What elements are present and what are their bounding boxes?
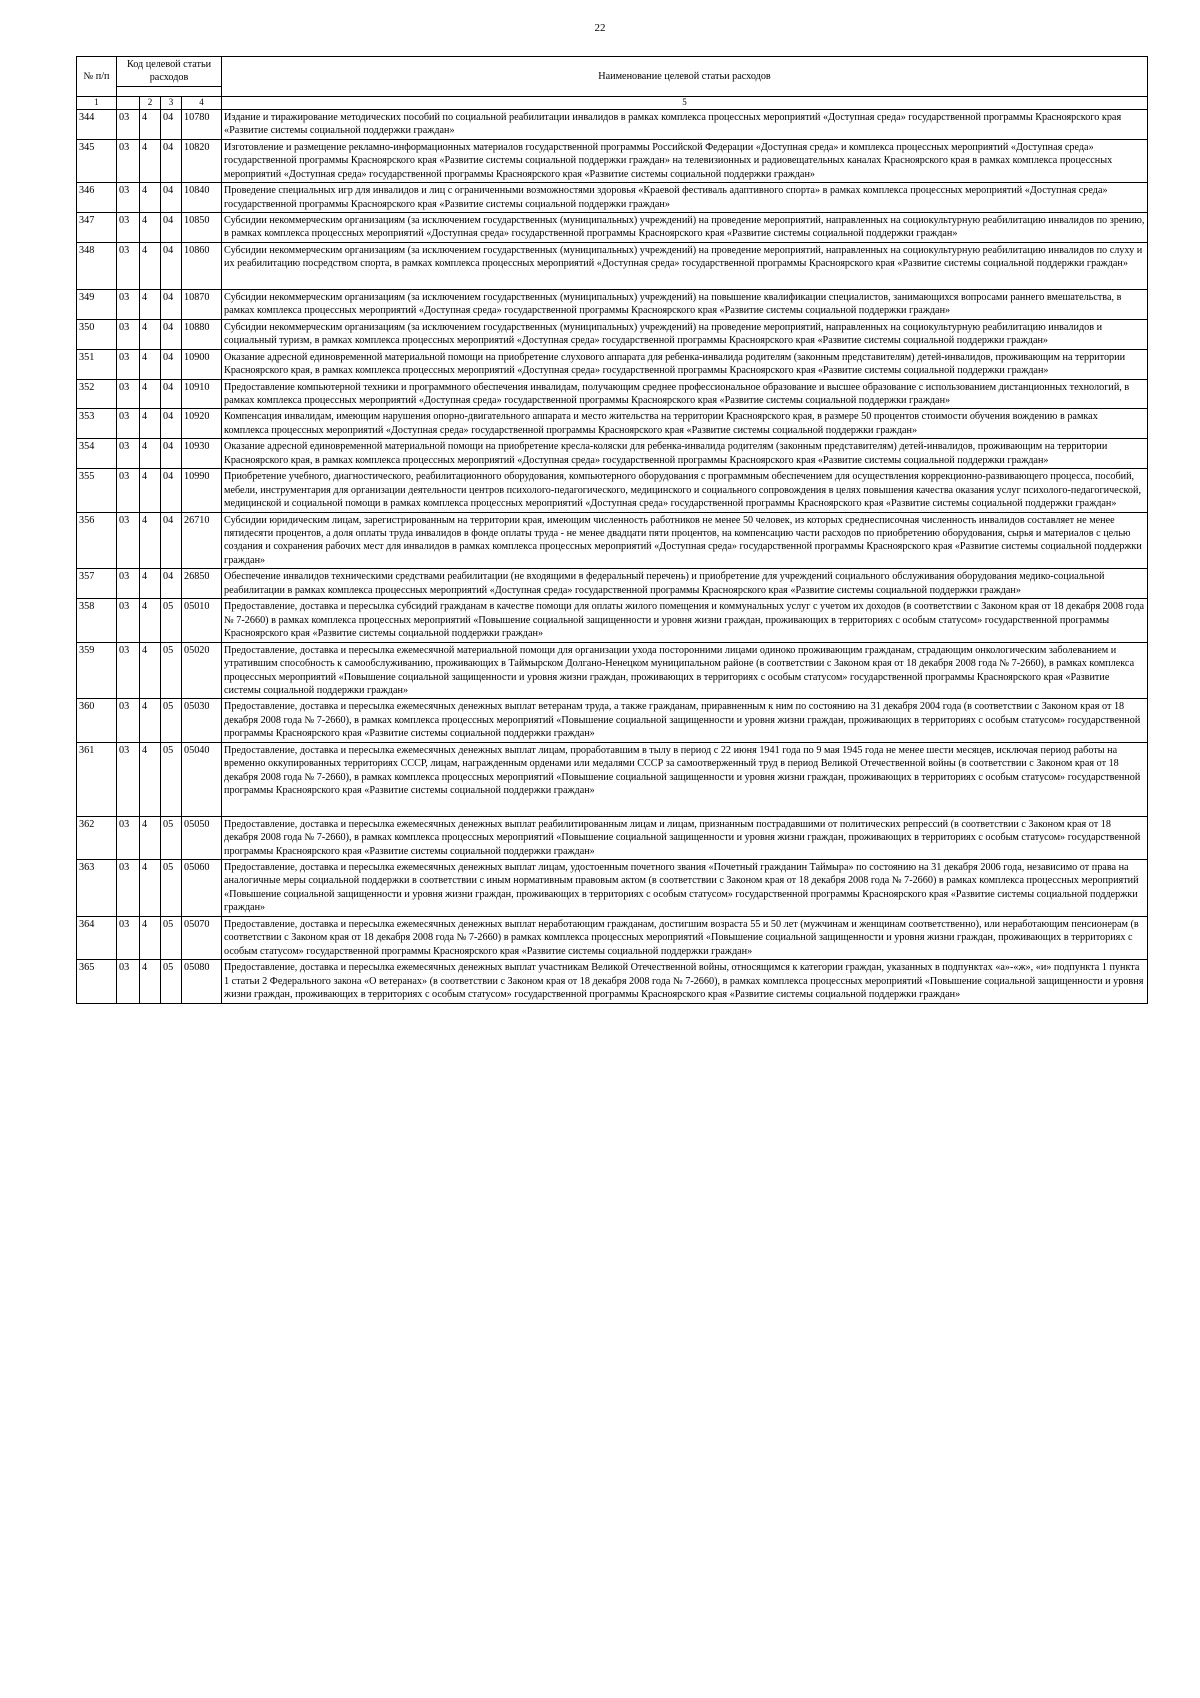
table-row <box>77 642 1148 699</box>
code-part-1: 03 <box>117 860 140 917</box>
code-part-1: 03 <box>117 289 140 319</box>
code-part-2: 4 <box>140 409 161 439</box>
page-number: 22 <box>594 22 606 34</box>
code-part-2: 4 <box>140 242 161 289</box>
row-number: 361 <box>77 742 117 816</box>
code-part-1: 03 <box>117 742 140 816</box>
code-part-1: 03 <box>117 139 140 182</box>
table-row <box>77 860 1148 917</box>
budget-items-table <box>76 56 1148 1004</box>
code-part-3: 05 <box>161 642 182 699</box>
table-row <box>77 109 1148 139</box>
row-description: Субсидии некоммерческим организациям (за исключением государственных (муниципальных) учреждений) на проведение мероприятий, направленных на социокультурную реабилитацию инвалидов и социальный туризм, в рамках комплекса процессных мероприятий «Доступная среда» государственной программы Красноярского края «Развитие системы социальной поддержки граждан» <box>222 319 1148 349</box>
row-number: 354 <box>77 439 117 469</box>
code-part-3: 04 <box>161 212 182 242</box>
row-number: 359 <box>77 642 117 699</box>
row-description: Компенсация инвалидам, имеющим нарушения опорно-двигательного аппарата и место жительства на территории Красноярского края, в размере 50 процентов стоимости обучения вождению в рамках комплекса процессных мероприятий «Доступная среда» государственной программы Красноярского края «Развитие системы социальной поддержки граждан» <box>222 409 1148 439</box>
table-row <box>77 139 1148 182</box>
code-part-2: 4 <box>140 699 161 742</box>
code-part-4: 10900 <box>182 349 222 379</box>
row-description: Предоставление, доставка и пересылка ежемесячной материальной помощи для организации ухода посторонними лицами одиноко проживающим гражданам, страдающим онкологическим заболеванием и утратившим способность к самообслуживанию, проживающих в Таймырском Долгано-Ненецком муниципальном районе (в соответствии с Законом края от 18 декабря 2008 года № 7-2660), в рамках комплекса процессных мероприятий «Повышение социальной защищенности и уровня жизни граждан, проживающих в территориях с особым статусом» государственной программы Красноярского края «Развитие системы социальной поддержки граждан» <box>222 642 1148 699</box>
code-part-3: 04 <box>161 289 182 319</box>
code-part-4: 10990 <box>182 469 222 512</box>
code-part-3: 05 <box>161 699 182 742</box>
table-row <box>77 409 1148 439</box>
row-description: Предоставление, доставка и пересылка ежемесячных денежных выплат лицам, проработавшим в тылу в период с 22 июня 1941 года по 9 мая 1945 года не менее шести месяцев, исключая период работы на временно оккупированных территориях СССР, лицам, награжденным орденами или медалями СССР за самоотверженный труд в период Великой Отечественной войны (в соответствии с Законом края от 18 декабря 2008 года № 7-2660), в рамках комплекса процессных мероприятий «Повышение социальной защищенности и уровня жизни граждан, проживающих в территориях с особым статусом» государственной программы Красноярского края «Развитие системы социальной поддержки граждан» <box>222 742 1148 816</box>
code-part-4: 10820 <box>182 139 222 182</box>
code-part-3: 04 <box>161 109 182 139</box>
row-description: Предоставление, доставка и пересылка ежемесячных денежных выплат неработающим гражданам, достигшим возраста 55 и 50 лет (мужчинам и женщинам соответственно), или неработающим пенсионерам (в соответствии с Законом края от 18 декабря 2008 года № 7-2660) в рамках комплекса процессных мероприятий «Повышение социальной защищенности и уровня жизни граждан, проживающих в территориях с особым статусом» государственной программы Красноярского края «Развитие системы социальной поддержки граждан» <box>222 916 1148 959</box>
table-row <box>77 960 1148 1003</box>
code-part-3: 04 <box>161 139 182 182</box>
code-part-2: 4 <box>140 183 161 213</box>
index-cell: 2 <box>140 96 161 109</box>
code-part-3: 05 <box>161 816 182 859</box>
code-part-3: 04 <box>161 439 182 469</box>
code-part-4: 10880 <box>182 319 222 349</box>
row-description: Обеспечение инвалидов техническими средствами реабилитации (не входящими в федеральный перечень) и приобретение для учреждений социального обслуживания оборудования медико-социальной реабилитации в рамках комплекса процессных мероприятий «Доступная среда» государственной программы Красноярского края «Развитие системы социальной поддержки граждан» <box>222 569 1148 599</box>
code-part-1: 03 <box>117 916 140 959</box>
code-part-3: 04 <box>161 469 182 512</box>
code-part-1: 03 <box>117 512 140 569</box>
row-number: 365 <box>77 960 117 1003</box>
code-part-1: 03 <box>117 349 140 379</box>
row-number: 353 <box>77 409 117 439</box>
row-description: Субсидии некоммерческим организациям (за исключением государственных (муниципальных) учреждений) на проведение мероприятий, направленных на социокультурную реабилитацию инвалидов по слуху и их реабилитацию посредством спорта, в рамках комплекса процессных мероприятий «Доступная среда» государственной программы Красноярского края «Развитие системы социальной поддержки граждан» <box>222 242 1148 289</box>
row-description: Предоставление компьютерной техники и программного обеспечения инвалидам, получающим среднее профессиональное образование и высшее образование с использованием дистанционных технологий, в рамках комплекса процессных мероприятий «Доступная среда» государственной программы Красноярского края «Развитие системы социальной поддержки граждан» <box>222 379 1148 409</box>
code-part-2: 4 <box>140 742 161 816</box>
code-part-3: 04 <box>161 569 182 599</box>
table-row <box>77 916 1148 959</box>
row-description: Оказание адресной единовременной материальной помощи на приобретение слухового аппарата для ребенка-инвалида родителям (законным представителям) детей-инвалидов, проживающим на территории Красноярского края, в рамках комплекса процессных мероприятий «Доступная среда» государственной программы Красноярского края «Развитие системы социальной поддержки граждан» <box>222 349 1148 379</box>
index-cell <box>117 96 140 109</box>
index-cell: 3 <box>161 96 182 109</box>
code-part-2: 4 <box>140 469 161 512</box>
code-part-1: 03 <box>117 469 140 512</box>
table-index-row <box>77 96 1148 109</box>
table-row <box>77 212 1148 242</box>
row-number: 345 <box>77 139 117 182</box>
code-part-1: 03 <box>117 183 140 213</box>
row-number: 346 <box>77 183 117 213</box>
code-part-2: 4 <box>140 512 161 569</box>
row-description: Приобретение учебного, диагностического, реабилитационного оборудования, компьютерного оборудования с программным обеспечением для осуществления коррекционно-развивающего процесса, пособий, мебели, инструментария для организации деятельности центров психолого-педагогического, медицинского и социального сопровождения в целях повышения качества оказания услуг психолого-педагогической, медицинской и социальной помощи в рамках комплекса процессных мероприятий «Доступная среда» государственной программы Красноярского края «Развитие системы социальной поддержки граждан» <box>222 469 1148 512</box>
row-number: 352 <box>77 379 117 409</box>
code-part-1: 03 <box>117 319 140 349</box>
code-part-3: 04 <box>161 349 182 379</box>
code-part-1: 03 <box>117 699 140 742</box>
code-part-4: 10930 <box>182 439 222 469</box>
row-number: 355 <box>77 469 117 512</box>
row-number: 362 <box>77 816 117 859</box>
code-part-4: 05010 <box>182 599 222 642</box>
code-part-3: 05 <box>161 742 182 816</box>
code-part-2: 4 <box>140 916 161 959</box>
code-part-1: 03 <box>117 816 140 859</box>
table-row <box>77 242 1148 289</box>
row-number: 349 <box>77 289 117 319</box>
row-number: 347 <box>77 212 117 242</box>
code-part-3: 05 <box>161 599 182 642</box>
code-part-2: 4 <box>140 599 161 642</box>
header-code: Код целевой статьи расходов <box>117 57 222 87</box>
row-description: Проведение специальных игр для инвалидов и лиц с ограниченными возможностями здоровья «Краевой фестиваль адаптивного спорта» в рамках комплекса процессных мероприятий «Доступная среда» государственной программы Красноярского края «Развитие системы социальной поддержки граждан» <box>222 183 1148 213</box>
code-part-4: 10860 <box>182 242 222 289</box>
index-cell: 5 <box>222 96 1148 109</box>
index-cell: 1 <box>77 96 117 109</box>
code-part-1: 03 <box>117 569 140 599</box>
row-description: Изготовление и размещение рекламно-информационных материалов государственной программы Российской Федерации «Доступная среда» и комплекса процессных мероприятий «Доступная среда» государственной программы Красноярского края «Развитие системы социальной поддержки граждан» на телевизионных и радиовещательных каналах Красноярского края в рамках комплекса процессных мероприятий «Доступная среда» государственной программы Красноярского края «Развитие системы социальной поддержки граждан» <box>222 139 1148 182</box>
code-part-1: 03 <box>117 599 140 642</box>
code-part-2: 4 <box>140 319 161 349</box>
code-part-4: 05060 <box>182 860 222 917</box>
row-number: 348 <box>77 242 117 289</box>
code-part-2: 4 <box>140 109 161 139</box>
table-row <box>77 349 1148 379</box>
header-num: № п/п <box>77 57 117 97</box>
row-number: 356 <box>77 512 117 569</box>
table-row <box>77 289 1148 319</box>
row-description: Субсидии некоммерческим организациям (за исключением государственных (муниципальных) учреждений) на проведение мероприятий, направленных на социокультурную реабилитацию инвалидов по зрению, в рамках комплекса процессных мероприятий «Доступная среда» государственной программы Красноярского края «Развитие системы социальной поддержки граждан» <box>222 212 1148 242</box>
code-part-1: 03 <box>117 212 140 242</box>
table-row <box>77 512 1148 569</box>
code-part-2: 4 <box>140 860 161 917</box>
code-part-2: 4 <box>140 212 161 242</box>
row-description: Оказание адресной единовременной материальной помощи на приобретение кресла-коляски для ребенка-инвалида родителям (законным представителям) детей-инвалидов, проживающим на территории Красноярского края, в рамках комплекса процессных мероприятий «Доступная среда» государственной программы Красноярского края «Развитие системы социальной поддержки граждан» <box>222 439 1148 469</box>
code-part-4: 10850 <box>182 212 222 242</box>
code-part-3: 04 <box>161 379 182 409</box>
row-description: Предоставление, доставка и пересылка ежемесячных денежных выплат реабилитированным лицам и лицам, признанным пострадавшими от политических репрессий (в соответствии с Законом края от 18 декабря 2008 года № 7-2660), в рамках комплекса процессных мероприятий «Повышение социальной защищенности и уровня жизни граждан, проживающих в территориях с особым статусом» государственной программы Красноярского края «Развитие системы социальной поддержки граждан» <box>222 816 1148 859</box>
row-description: Предоставление, доставка и пересылка ежемесячных денежных выплат ветеранам труда, а также гражданам, приравненным к ним по состоянию на 31 декабря 2004 года (в соответствии с Законом края от 18 декабря 2008 года № 7-2660), в рамках комплекса процессных мероприятий «Повышение социальной защищенности и уровня жизни граждан, проживающих в территориях с особым статусом» государственной программы Красноярского края «Развитие системы социальной поддержки граждан» <box>222 699 1148 742</box>
code-part-1: 03 <box>117 960 140 1003</box>
table-row <box>77 742 1148 816</box>
code-part-2: 4 <box>140 642 161 699</box>
code-part-2: 4 <box>140 139 161 182</box>
code-part-1: 03 <box>117 109 140 139</box>
code-part-3: 04 <box>161 183 182 213</box>
code-part-1: 03 <box>117 642 140 699</box>
row-number: 344 <box>77 109 117 139</box>
code-part-4: 10870 <box>182 289 222 319</box>
code-part-2: 4 <box>140 349 161 379</box>
row-description: Субсидии некоммерческим организациям (за исключением государственных (муниципальных) учреждений) на повышение квалификации специалистов, занимающихся вопросами раннего вмешательства, в рамках комплекса процессных мероприятий «Доступная среда» государственной программы Красноярского края «Развитие системы социальной поддержки граждан» <box>222 289 1148 319</box>
code-part-4: 05030 <box>182 699 222 742</box>
row-description: Предоставление, доставка и пересылка ежемесячных денежных выплат участникам Великой Отечественной войны, относящимся к категории граждан, указанных в подпунктах «а»-«ж», «и» подпункта 1 пункта 1 статьи 2 Федерального закона «О ветеранах» (в соответствии с Законом края от 18 декабря 2008 года № 7-2660), в рамках комплекса процессных мероприятий «Повышение социальной защищенности и уровня жизни граждан, проживающих в территориях с особым статусом» государственной программы Красноярского края «Развитие системы социальной поддержки граждан» <box>222 960 1148 1003</box>
table-row <box>77 319 1148 349</box>
table-header-row <box>77 57 1148 87</box>
row-number: 358 <box>77 599 117 642</box>
table-row <box>77 569 1148 599</box>
code-part-4: 10840 <box>182 183 222 213</box>
code-part-3: 05 <box>161 916 182 959</box>
code-part-2: 4 <box>140 960 161 1003</box>
code-part-3: 05 <box>161 960 182 1003</box>
table-row <box>77 439 1148 469</box>
table-row <box>77 816 1148 859</box>
table-row <box>77 469 1148 512</box>
code-part-4: 26850 <box>182 569 222 599</box>
header-name: Наименование целевой статьи расходов <box>222 57 1148 97</box>
code-part-2: 4 <box>140 816 161 859</box>
code-part-1: 03 <box>117 379 140 409</box>
code-part-4: 05040 <box>182 742 222 816</box>
row-number: 351 <box>77 349 117 379</box>
row-description: Субсидии юридическим лицам, зарегистрированным на территории края, имеющим численность работников не менее 50 человек, из которых среднесписочная численность инвалидов составляет не менее пятидесяти процентов, а доля оплаты труда инвалидов в фонде оплаты труда - не менее двадцати пяти процентов, на компенсацию части расходов по приобретению оборудования, сырья и материалов с целью создания и сохранения рабочих мест для инвалидов в рамках комплекса процессных мероприятий «Доступная среда» государственной программы Красноярского края «Развитие системы социальной поддержки граждан» <box>222 512 1148 569</box>
table-row <box>77 699 1148 742</box>
code-part-1: 03 <box>117 439 140 469</box>
code-part-1: 03 <box>117 409 140 439</box>
code-part-4: 10780 <box>182 109 222 139</box>
code-part-4: 26710 <box>182 512 222 569</box>
row-number: 357 <box>77 569 117 599</box>
row-number: 350 <box>77 319 117 349</box>
code-part-4: 05080 <box>182 960 222 1003</box>
code-part-2: 4 <box>140 439 161 469</box>
code-part-4: 10920 <box>182 409 222 439</box>
code-part-3: 04 <box>161 242 182 289</box>
code-part-2: 4 <box>140 379 161 409</box>
table-row <box>77 183 1148 213</box>
table-row <box>77 379 1148 409</box>
row-description: Предоставление, доставка и пересылка субсидий гражданам в качестве помощи для оплаты жилого помещения и коммунальных услуг с учетом их доходов (в соответствии с Законом края от 18 декабря 2008 года № 7-2660) в рамках комплекса процессных мероприятий «Повышение социальной защищенности и уровня жизни граждан, проживающих в территориях с особым статусом» государственной программы Красноярского края «Развитие системы социальной поддержки граждан» <box>222 599 1148 642</box>
code-part-3: 04 <box>161 512 182 569</box>
code-part-1: 03 <box>117 242 140 289</box>
index-cell: 4 <box>182 96 222 109</box>
row-description: Издание и тиражирование методических пособий по социальной реабилитации инвалидов в рамках комплекса процессных мероприятий «Доступная среда» государственной программы Красноярского края «Развитие системы социальной поддержки граждан» <box>222 109 1148 139</box>
code-part-2: 4 <box>140 569 161 599</box>
code-part-4: 05050 <box>182 816 222 859</box>
row-number: 363 <box>77 860 117 917</box>
code-part-4: 05020 <box>182 642 222 699</box>
code-part-2: 4 <box>140 289 161 319</box>
code-part-4: 05070 <box>182 916 222 959</box>
row-description: Предоставление, доставка и пересылка ежемесячных денежных выплат лицам, удостоенным почетного звания «Почетный гражданин Таймыра» по состоянию на 31 декабря 2006 года, независимо от права на аналогичные меры социальной поддержки в соответствии с иным нормативным правовым актом (в соответствии с Законом края от 18 декабря 2008 года № 7-2660) в рамках комплекса процессных мероприятий «Повышение социальной защищенности и уровня жизни граждан, проживающих в территориях с особым статусом» государственной программы Красноярского края «Развитие системы социальной поддержки граждан» <box>222 860 1148 917</box>
row-number: 364 <box>77 916 117 959</box>
code-part-3: 05 <box>161 860 182 917</box>
code-part-3: 04 <box>161 409 182 439</box>
table-row <box>77 599 1148 642</box>
code-part-3: 04 <box>161 319 182 349</box>
code-part-4: 10910 <box>182 379 222 409</box>
row-number: 360 <box>77 699 117 742</box>
